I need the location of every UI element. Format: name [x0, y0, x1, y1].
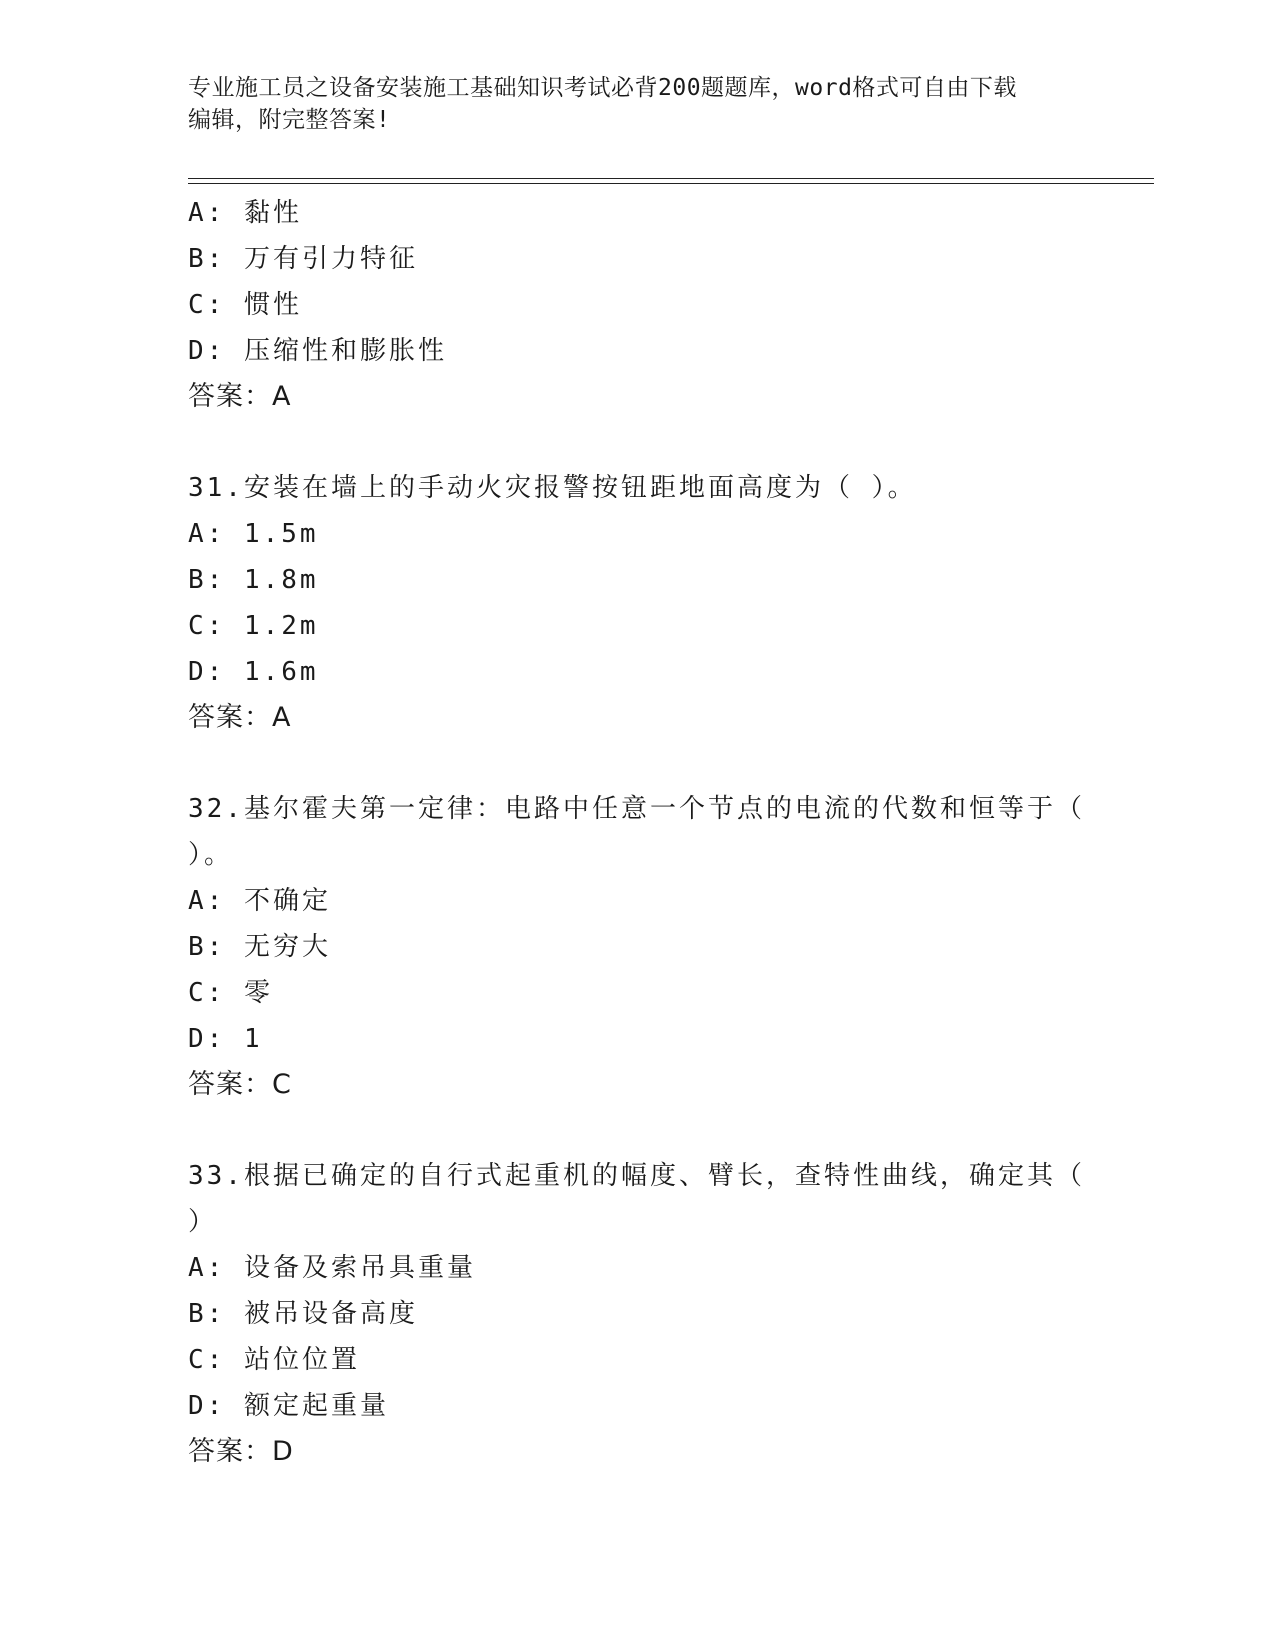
answer: 答案：D: [188, 1436, 294, 1467]
question-stem: 31.安装在墙上的手动火灾报警按钮距地面高度为（ ）。: [188, 473, 917, 503]
option-b: B: 1.8m: [188, 565, 319, 595]
spacer: [188, 1108, 1088, 1153]
header-divider-top: [188, 178, 1154, 179]
header-title-line-1: 专业施工员之设备安装施工基础知识考试必背200题题库，word格式可自由下载: [188, 75, 1017, 101]
question-stem-line-1: 32.基尔霍夫第一定律：电路中任意一个节点的电流的代数和恒等于（: [188, 794, 1085, 824]
question-31: [188, 465, 1088, 741]
answer: 答案：C: [188, 1069, 292, 1100]
header-title-line-2: 编辑，附完整答案!: [188, 107, 391, 133]
option-d: D: 额定起重量: [188, 1391, 389, 1421]
answer: 答案：A: [188, 702, 292, 733]
spacer: [188, 420, 1088, 465]
option-d: D: 压缩性和膨胀性: [188, 336, 447, 366]
option-a: A: 1.5m: [188, 519, 319, 549]
option-c: C: 零: [188, 978, 273, 1008]
option-b: B: 无穷大: [188, 932, 331, 962]
answer: 答案：A: [188, 381, 292, 412]
option-a: A: 不确定: [188, 886, 331, 916]
option-d: D: 1.6m: [188, 657, 319, 687]
question-list: [188, 190, 1088, 1475]
option-a: A: 设备及索吊具重量: [188, 1253, 476, 1283]
option-b: B: 万有引力特征: [188, 244, 418, 274]
header-divider-bottom: [188, 183, 1154, 184]
option-b: B: 被吊设备高度: [188, 1299, 418, 1329]
option-c: C: 站位位置: [188, 1345, 360, 1375]
option-d: D: 1: [188, 1024, 263, 1054]
question-stem-line-1: 33.根据已确定的自行式起重机的幅度、臂长，查特性曲线，确定其（: [188, 1161, 1085, 1191]
option-a: A: 黏性: [188, 198, 302, 228]
spacer: [188, 741, 1088, 786]
question-stem-line-2: ）。: [188, 840, 234, 870]
option-c: C: 1.2m: [188, 611, 319, 641]
option-c: C: 惯性: [188, 290, 302, 320]
question-stem-line-2: ）: [188, 1207, 218, 1237]
question-32: [188, 786, 1088, 1108]
question-30: [188, 190, 1088, 420]
document-header: [188, 72, 1088, 136]
question-33: [188, 1153, 1088, 1475]
